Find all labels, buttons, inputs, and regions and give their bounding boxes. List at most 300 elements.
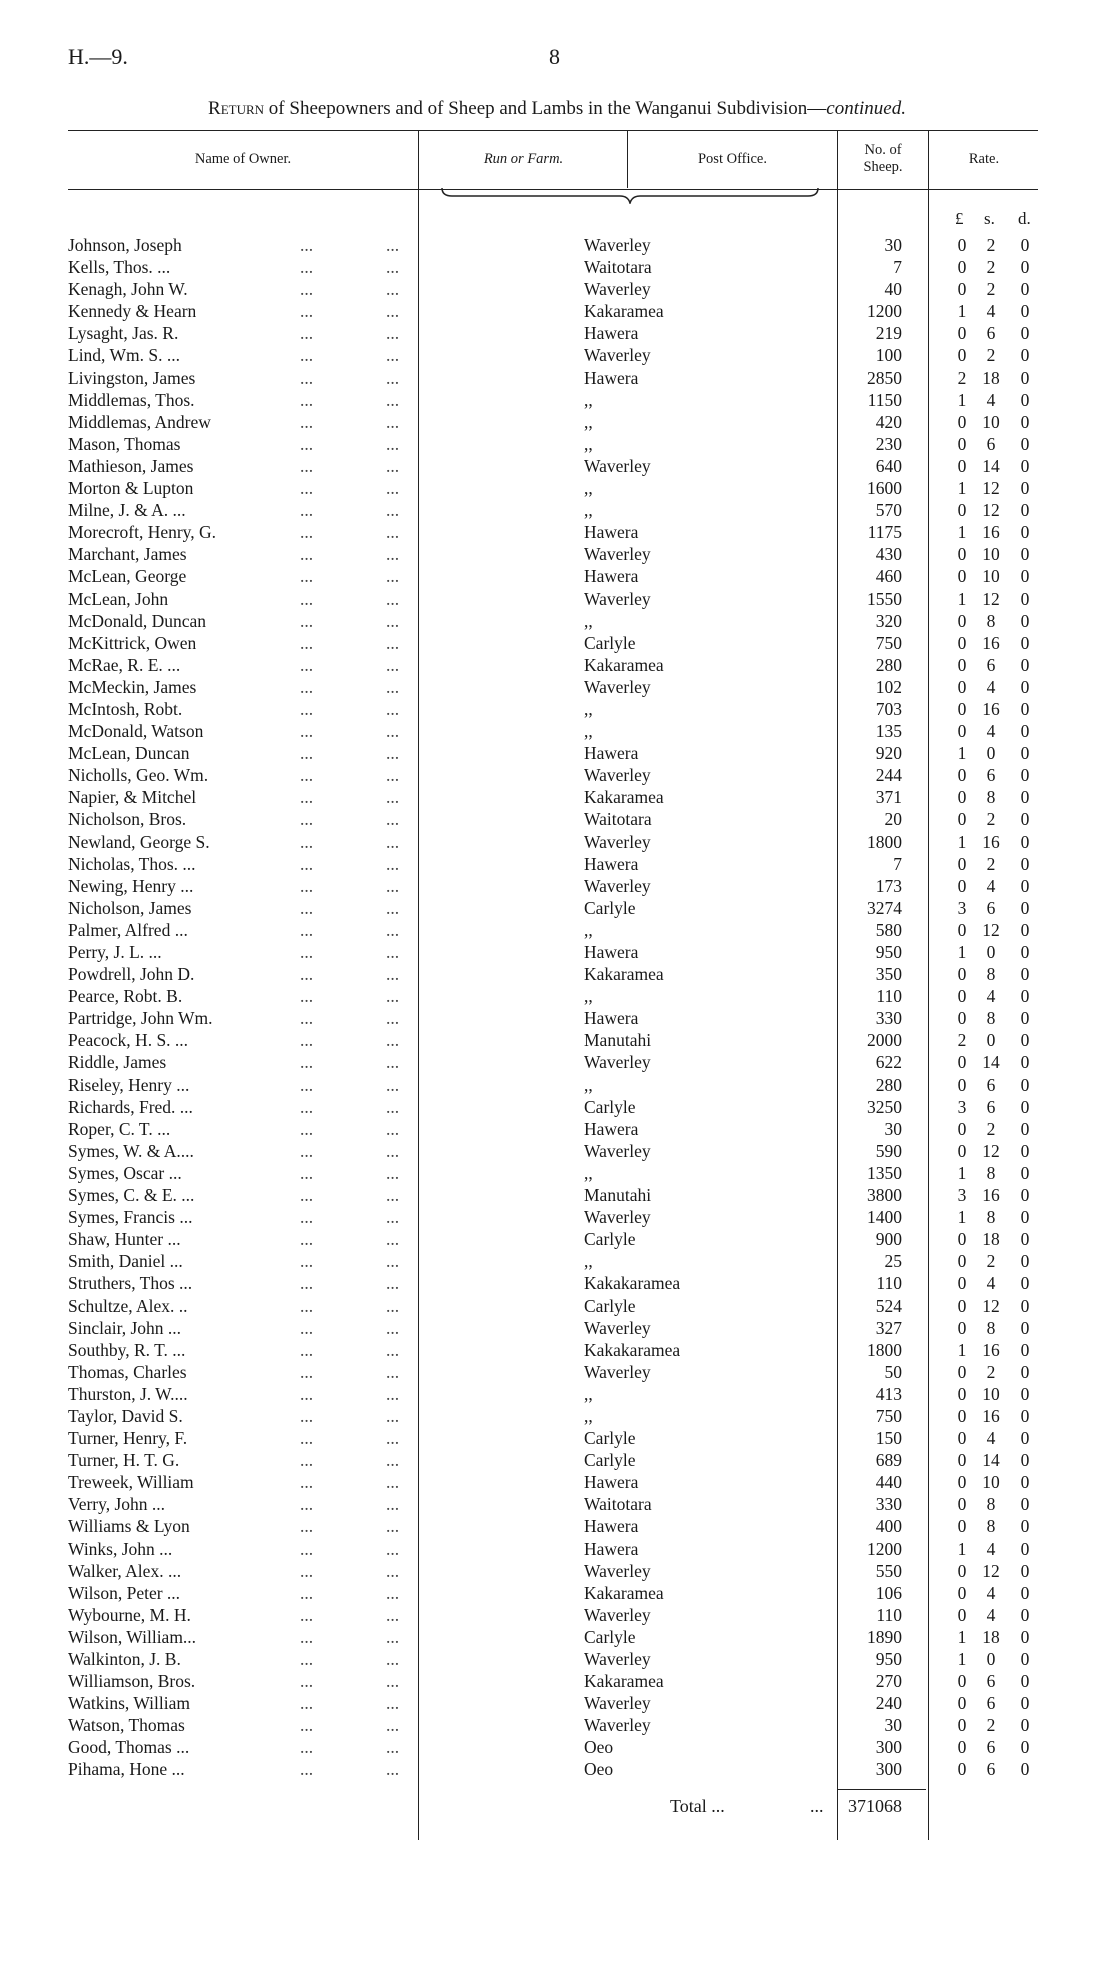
owner-name: Watson, Thomas (68, 1715, 185, 1736)
table-row (0, 1560, 1114, 1582)
rate-pounds: 0 (957, 1715, 967, 1736)
rate-pounds: 1 (957, 743, 967, 764)
rate-pence: 0 (1020, 323, 1030, 344)
rate-pounds: 0 (957, 1361, 967, 1382)
sheep-count: 950 (875, 1649, 902, 1669)
rate-shillings: 4 (986, 1428, 996, 1449)
post-office: Carlyle (584, 1450, 636, 1471)
table-row (0, 1538, 1114, 1560)
table-row (0, 919, 1114, 941)
owner-name: Winks, John ... (68, 1538, 173, 1559)
post-office: Waverley (584, 831, 651, 852)
owner-name: Peacock, H. S. ... (68, 1030, 189, 1051)
sheep-count: 7 (893, 257, 902, 278)
leader-dots: ... (386, 1008, 400, 1029)
leader-dots: ... (386, 1339, 400, 1360)
owner-name: Symes, Francis ... (68, 1207, 193, 1228)
table-row (0, 632, 1114, 654)
rate-pounds: 0 (957, 853, 967, 874)
rate-shillings: 16 (982, 522, 1000, 543)
rate-pounds: 0 (957, 632, 967, 653)
rate-shillings: 6 (986, 433, 996, 454)
owner-name: Pearce, Robt. B. (68, 986, 183, 1007)
leader-dots: ... (386, 1052, 400, 1073)
sheep-count: 350 (875, 964, 902, 985)
rate-shillings: 4 (986, 1582, 996, 1603)
rate-pence: 0 (1020, 411, 1030, 432)
owner-name: Perry, J. L. ... (68, 942, 162, 962)
sheep-count: 280 (875, 1074, 902, 1095)
rate-pence: 0 (1020, 500, 1030, 521)
leader-dots: ... (300, 1383, 314, 1404)
rate-shillings: 6 (986, 1759, 996, 1780)
rate-pence: 0 (1020, 301, 1030, 322)
table-row (0, 367, 1114, 389)
rate-pence: 0 (1020, 610, 1030, 631)
owner-name: Nicholson, Bros. (68, 809, 187, 830)
rate-shillings: 16 (982, 632, 1000, 653)
currency-pounds: £ (955, 209, 964, 228)
table-row (0, 256, 1114, 278)
post-office: Waverley (584, 588, 651, 609)
rate-pence: 0 (1020, 632, 1030, 653)
owner-name: Riddle, James (68, 1052, 167, 1073)
leader-dots: ... (300, 1693, 314, 1714)
rate-pounds: 0 (957, 1383, 967, 1404)
owner-name: Thomas, Charles (68, 1361, 187, 1382)
leader-dots: ... (386, 1140, 400, 1161)
rate-pounds: 0 (957, 676, 967, 697)
rate-shillings: 6 (986, 765, 996, 786)
rate-shillings: 10 (982, 566, 1000, 587)
post-office: ,, (584, 411, 593, 432)
title-suffix: continued. (826, 98, 906, 119)
leader-dots: ... (300, 1339, 314, 1360)
rate-pounds: 0 (957, 1317, 967, 1338)
sheep-count: 570 (875, 500, 902, 521)
document-code: H.—9. (68, 44, 128, 69)
table-row (0, 543, 1114, 565)
sheep-count: 524 (875, 1295, 902, 1316)
leader-dots: ... (386, 831, 400, 852)
owner-name: Symes, C. & E. ... (68, 1185, 195, 1206)
rate-shillings: 8 (986, 1317, 996, 1338)
post-office: Carlyle (584, 1428, 636, 1449)
rate-pence: 0 (1020, 853, 1030, 874)
sheep-count: 413 (875, 1383, 902, 1404)
leader-dots: ... (386, 301, 400, 322)
sheep-count: 3250 (867, 1096, 902, 1117)
leader-dots: ... (386, 964, 400, 985)
leader-dots: ... (386, 257, 400, 278)
sheep-count: 330 (875, 1494, 902, 1515)
rate-pence: 0 (1020, 1604, 1030, 1625)
sheep-count: 25 (884, 1251, 902, 1272)
leader-dots: ... (386, 610, 400, 631)
table-row (0, 963, 1114, 985)
post-office: ,, (584, 721, 593, 742)
owner-name: Nicholas, Thos. ... (68, 853, 196, 874)
leader-dots: ... (386, 654, 400, 675)
sheep-count: 1200 (867, 301, 902, 322)
sheep-count: 440 (875, 1472, 902, 1493)
rate-pence: 0 (1020, 698, 1030, 719)
leader-dots: ... (300, 1428, 314, 1449)
leader-dots: ... (386, 698, 400, 719)
post-office: Waverley (584, 765, 651, 786)
rate-pounds: 0 (957, 1450, 967, 1471)
total-value: 371068 (848, 1796, 902, 1816)
rate-pounds: 0 (957, 964, 967, 985)
owner-name: Walkinton, J. B. (68, 1649, 181, 1669)
sheep-count: 150 (875, 1428, 902, 1449)
rate-shillings: 2 (986, 1118, 996, 1139)
table-row (0, 433, 1114, 455)
leader-dots: ... (300, 257, 314, 278)
leader-dots: ... (300, 1759, 314, 1780)
rate-pence: 0 (1020, 1472, 1030, 1493)
post-office: ,, (584, 1405, 593, 1426)
rate-pence: 0 (1020, 257, 1030, 278)
owner-name: Wilson, William... (68, 1626, 197, 1647)
rate-pence: 0 (1020, 1074, 1030, 1095)
sheep-count: 1550 (867, 588, 902, 609)
rate-pounds: 1 (957, 1649, 967, 1669)
post-office: Waverley (584, 345, 651, 366)
leader-dots: ... (386, 1494, 400, 1515)
table-row (0, 1471, 1114, 1493)
owner-name: McKittrick, Owen (68, 632, 197, 653)
leader-dots: ... (300, 1604, 314, 1625)
table-row (0, 565, 1114, 587)
sheep-count: 400 (875, 1516, 902, 1537)
owners-table-body (0, 234, 1114, 1781)
leader-dots: ... (300, 1052, 314, 1073)
rate-shillings: 12 (982, 919, 1000, 940)
table-row (0, 764, 1114, 786)
rate-pounds: 0 (957, 1140, 967, 1161)
post-office: Waverley (584, 676, 651, 697)
post-office: ,, (584, 698, 593, 719)
leader-dots: ... (386, 1096, 400, 1117)
post-office: ,, (584, 1383, 593, 1404)
post-office: ,, (584, 919, 593, 940)
rate-shillings: 2 (986, 257, 996, 278)
table-row (0, 720, 1114, 742)
table-row (0, 455, 1114, 477)
leader-dots: ... (300, 1626, 314, 1647)
leader-dots: ... (386, 588, 400, 609)
owner-name: Southby, R. T. ... (68, 1339, 186, 1360)
rate-shillings: 6 (986, 1737, 996, 1758)
page-title (0, 98, 1114, 120)
leader-dots: ... (386, 455, 400, 476)
rate-shillings: 0 (986, 942, 996, 962)
post-office: Carlyle (584, 897, 636, 918)
owner-name: McDonald, Watson (68, 721, 204, 742)
table-row (0, 1074, 1114, 1096)
rate-pence: 0 (1020, 389, 1030, 410)
post-office: Waverley (584, 279, 651, 300)
leader-dots: ... (386, 1030, 400, 1051)
table-row (0, 1515, 1114, 1537)
table-row (0, 1228, 1114, 1250)
post-office: Carlyle (584, 1626, 636, 1647)
rate-shillings: 10 (982, 544, 1000, 565)
owner-name: Good, Thomas ... (68, 1737, 190, 1758)
table-row (0, 1493, 1114, 1515)
rate-pence: 0 (1020, 1494, 1030, 1515)
rate-pounds: 0 (957, 919, 967, 940)
table-row (0, 1582, 1114, 1604)
table-row (0, 1140, 1114, 1162)
leader-dots: ... (386, 942, 400, 962)
rate-pounds: 0 (957, 698, 967, 719)
post-office: Waitotara (584, 809, 652, 830)
leader-dots: ... (386, 544, 400, 565)
post-office: Waverley (584, 1560, 651, 1581)
rate-pounds: 0 (957, 500, 967, 521)
rate-pounds: 0 (957, 455, 967, 476)
rate-pounds: 0 (957, 235, 967, 255)
rate-pence: 0 (1020, 1737, 1030, 1758)
rate-shillings: 6 (986, 323, 996, 344)
rate-pence: 0 (1020, 1162, 1030, 1183)
leader-dots: ... (300, 942, 314, 962)
post-office: Waverley (584, 1604, 651, 1625)
rate-shillings: 10 (982, 1472, 1000, 1493)
rate-pence: 0 (1020, 345, 1030, 366)
sheep-count: 240 (875, 1693, 902, 1714)
sheep-count: 230 (875, 433, 902, 454)
post-office: Waverley (584, 1361, 651, 1382)
rate-shillings: 16 (982, 1339, 1000, 1360)
table-row (0, 875, 1114, 897)
post-office: Hawera (584, 522, 639, 543)
rate-pounds: 0 (957, 1405, 967, 1426)
leader-dots: ... (300, 698, 314, 719)
rate-pence: 0 (1020, 809, 1030, 830)
rate-shillings: 16 (982, 1405, 1000, 1426)
sheep-count: 2000 (867, 1030, 902, 1051)
rate-pence: 0 (1020, 986, 1030, 1007)
leader-dots: ... (300, 632, 314, 653)
leader-dots: ... (386, 478, 400, 499)
sheep-count: 7 (893, 853, 902, 874)
post-office: Kakaramea (584, 787, 664, 808)
table-row (0, 1383, 1114, 1405)
rate-shillings: 0 (986, 743, 996, 764)
rate-shillings: 2 (986, 853, 996, 874)
rate-shillings: 16 (982, 1185, 1000, 1206)
post-office: Kakaramea (584, 654, 664, 675)
post-office: Hawera (584, 853, 639, 874)
leader-dots: ... (300, 345, 314, 366)
table-row (0, 786, 1114, 808)
leader-dots: ... (300, 809, 314, 830)
sheep-count: 1800 (867, 831, 902, 852)
table-row (0, 1250, 1114, 1272)
table-row (0, 1449, 1114, 1471)
leader-dots: ... (300, 676, 314, 697)
leader-dots: ... (386, 345, 400, 366)
rate-pounds: 3 (957, 1185, 967, 1206)
rate-pounds: 0 (957, 986, 967, 1007)
rate-shillings: 4 (986, 1604, 996, 1625)
rate-shillings: 2 (986, 1251, 996, 1272)
leader-dots: ... (386, 522, 400, 543)
rate-pence: 0 (1020, 1339, 1030, 1360)
leader-dots: ... (300, 1273, 314, 1294)
owner-name: Livingston, James (68, 367, 196, 388)
rate-shillings: 8 (986, 610, 996, 631)
rate-pounds: 0 (957, 1273, 967, 1294)
owner-name: Middlemas, Andrew (68, 411, 211, 432)
table-row (0, 278, 1114, 300)
leader-dots: ... (300, 853, 314, 874)
sheep-count: 219 (875, 323, 902, 344)
post-office: Waverley (584, 1649, 651, 1669)
rate-pence: 0 (1020, 897, 1030, 918)
rate-pounds: 0 (957, 544, 967, 565)
rate-pence: 0 (1020, 478, 1030, 499)
rate-pence: 0 (1020, 1295, 1030, 1316)
rate-shillings: 16 (982, 831, 1000, 852)
sheep-count: 420 (875, 411, 902, 432)
table-row (0, 1736, 1114, 1758)
rate-pence: 0 (1020, 831, 1030, 852)
rate-pence: 0 (1020, 522, 1030, 543)
rate-pounds: 0 (957, 765, 967, 786)
leader-dots: ... (300, 1671, 314, 1692)
rate-pence: 0 (1020, 1052, 1030, 1073)
post-office: Hawera (584, 1538, 639, 1559)
sheep-count: 900 (875, 1229, 902, 1250)
leader-dots: ... (386, 1693, 400, 1714)
column-header-sheep-line2: Sheep. (863, 159, 903, 175)
owner-name: McRae, R. E. ... (68, 654, 181, 675)
owner-name: Schultze, Alex. .. (68, 1295, 188, 1316)
leader-dots: ... (300, 1472, 314, 1493)
owner-name: McLean, George (68, 566, 187, 587)
table-row (0, 1272, 1114, 1294)
rate-pounds: 0 (957, 1671, 967, 1692)
sheep-count: 550 (875, 1560, 902, 1581)
rate-pounds: 1 (957, 1162, 967, 1183)
owner-name: Middlemas, Thos. (68, 389, 195, 410)
rate-shillings: 18 (982, 1626, 1000, 1647)
post-office: Hawera (584, 1472, 639, 1493)
sheep-count: 173 (875, 875, 902, 896)
rate-pounds: 1 (957, 389, 967, 410)
owner-name: Williams & Lyon (68, 1516, 190, 1537)
rate-shillings: 10 (982, 1383, 1000, 1404)
rate-shillings: 6 (986, 897, 996, 918)
rate-shillings: 4 (986, 301, 996, 322)
rate-pence: 0 (1020, 1030, 1030, 1051)
rate-pence: 0 (1020, 1693, 1030, 1714)
sheep-count: 110 (876, 986, 902, 1007)
sheep-count: 330 (875, 1008, 902, 1029)
leader-dots: ... (300, 743, 314, 764)
owner-name: Richards, Fred. ... (68, 1096, 193, 1117)
rate-pence: 0 (1020, 875, 1030, 896)
post-office: Carlyle (584, 632, 636, 653)
rate-pounds: 1 (957, 1207, 967, 1228)
leader-dots: ... (386, 1405, 400, 1426)
owner-name: Morton & Lupton (68, 478, 194, 499)
leader-dots: ... (300, 1560, 314, 1581)
post-office: ,, (584, 1251, 593, 1272)
rate-shillings: 12 (982, 1560, 1000, 1581)
rate-pence: 0 (1020, 1229, 1030, 1250)
owner-name: Mathieson, James (68, 455, 194, 476)
rate-pence: 0 (1020, 787, 1030, 808)
column-header-name: Name of Owner. (194, 151, 292, 167)
sheep-count: 1175 (867, 522, 902, 543)
table-row (0, 1714, 1114, 1736)
leader-dots: ... (300, 1030, 314, 1051)
sheep-count: 100 (875, 345, 902, 366)
table-row (0, 1758, 1114, 1780)
post-office: Waitotara (584, 1494, 652, 1515)
rate-pounds: 0 (957, 1737, 967, 1758)
leader-dots: ... (386, 1162, 400, 1183)
rate-shillings: 0 (986, 1649, 996, 1669)
table-row (0, 1670, 1114, 1692)
leader-dots: ... (386, 632, 400, 653)
rate-shillings: 2 (986, 1715, 996, 1736)
post-office: Kakaramea (584, 1671, 664, 1692)
rate-pounds: 0 (957, 1118, 967, 1139)
total-label: Total ... (670, 1796, 725, 1816)
rate-pounds: 0 (957, 654, 967, 675)
post-office: ,, (584, 986, 593, 1007)
post-office: Kakakaramea (584, 1273, 681, 1294)
table-row (0, 831, 1114, 853)
owner-name: McIntosh, Robt. (68, 698, 183, 719)
owner-name: Newing, Henry ... (68, 875, 194, 896)
owner-name: Turner, H. T. G. (68, 1450, 180, 1471)
sheep-count: 270 (875, 1671, 902, 1692)
rate-pounds: 0 (957, 721, 967, 742)
rate-shillings: 2 (986, 279, 996, 300)
rate-pounds: 0 (957, 1472, 967, 1493)
sheep-count: 750 (875, 1405, 902, 1426)
table-row (0, 1339, 1114, 1361)
leader-dots: ... (386, 787, 400, 808)
rate-pence: 0 (1020, 1560, 1030, 1581)
leader-dots: ... (300, 986, 314, 1007)
table-row (0, 1206, 1114, 1228)
leader-dots: ... (300, 654, 314, 675)
owner-name: Verry, John ... (68, 1494, 166, 1515)
post-office: Carlyle (584, 1096, 636, 1117)
rate-pounds: 0 (957, 1008, 967, 1029)
sheep-count: 50 (884, 1361, 902, 1382)
leader-dots: ... (300, 765, 314, 786)
rate-shillings: 8 (986, 787, 996, 808)
sheep-count: 110 (876, 1273, 902, 1294)
leader-dots: ... (386, 809, 400, 830)
owner-name: Palmer, Alfred ... (68, 919, 188, 940)
sheep-count: 689 (875, 1450, 902, 1471)
leader-dots: ... (386, 743, 400, 764)
leader-dots: ... (386, 1626, 400, 1647)
table-row (0, 698, 1114, 720)
post-office: Waverley (584, 455, 651, 476)
owner-name: Partridge, John Wm. (68, 1008, 213, 1029)
